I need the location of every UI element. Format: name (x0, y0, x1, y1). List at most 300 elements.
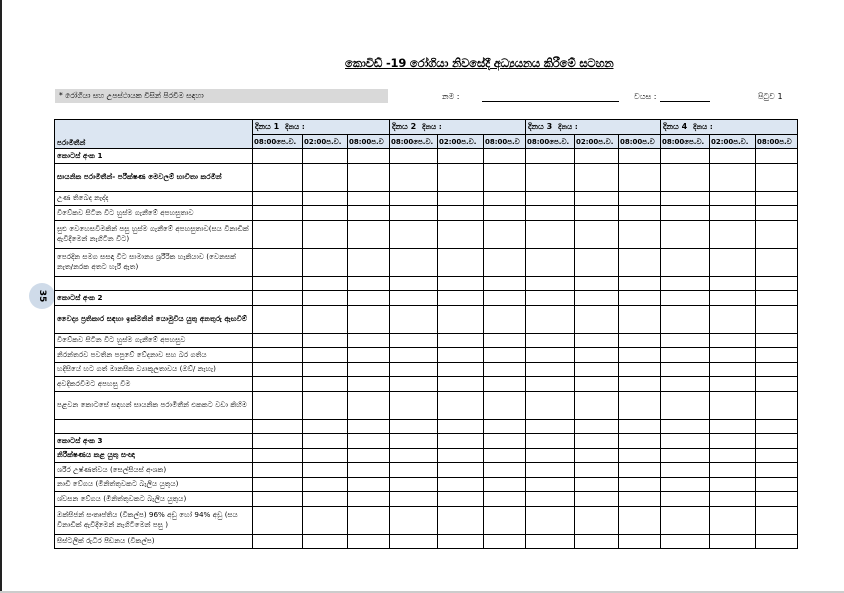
entry-cell[interactable] (756, 534, 798, 549)
entry-cell[interactable] (661, 492, 710, 507)
entry-cell[interactable] (661, 191, 710, 206)
entry-cell[interactable] (253, 191, 303, 206)
entry-cell[interactable] (348, 434, 390, 449)
entry-cell[interactable] (756, 434, 798, 449)
entry-cell[interactable] (756, 348, 798, 363)
entry-cell[interactable] (253, 163, 303, 191)
entry-cell[interactable] (253, 362, 303, 377)
entry-cell[interactable] (710, 220, 756, 248)
entry-cell[interactable] (710, 348, 756, 363)
entry-cell[interactable] (438, 191, 484, 206)
entry-cell[interactable] (348, 477, 390, 492)
fill-instruction-note: * රෝගියා සහ උපස්ථායක විසින් පිරවීම සඳහා (55, 89, 388, 103)
entry-cell[interactable] (484, 448, 526, 463)
entry-cell[interactable] (484, 333, 526, 348)
entry-cell[interactable] (710, 163, 756, 191)
page-number-label: පිටුව 1 (758, 92, 783, 101)
entry-cell[interactable] (438, 348, 484, 363)
entry-cell[interactable] (303, 333, 348, 348)
entry-cell[interactable] (575, 419, 619, 434)
entry-cell[interactable] (575, 348, 619, 363)
entry-cell[interactable] (484, 434, 526, 449)
entry-cell[interactable] (526, 163, 575, 191)
age-field-line[interactable] (660, 101, 710, 102)
entry-cell[interactable] (661, 362, 710, 377)
entry-cell[interactable] (710, 333, 756, 348)
entry-cell[interactable] (303, 534, 348, 549)
entry-cell[interactable] (253, 333, 303, 348)
entry-cell[interactable] (253, 206, 303, 221)
entry-cell[interactable] (253, 434, 303, 449)
entry-cell[interactable] (619, 391, 661, 419)
entry-cell[interactable] (526, 419, 575, 434)
entry-cell[interactable] (710, 419, 756, 434)
entry-cell[interactable] (619, 506, 661, 534)
time-slot-header: 08:00පෙ.ව. (526, 135, 575, 149)
entry-cell[interactable] (390, 206, 438, 221)
entry-cell[interactable] (619, 419, 661, 434)
entry-cell[interactable] (661, 305, 710, 333)
entry-cell[interactable] (484, 362, 526, 377)
entry-cell[interactable] (438, 163, 484, 191)
entry-cell[interactable] (303, 448, 348, 463)
entry-cell[interactable] (756, 305, 798, 333)
entry-cell[interactable] (619, 333, 661, 348)
entry-cell[interactable] (661, 477, 710, 492)
entry-cell[interactable] (303, 305, 348, 333)
entry-cell[interactable] (253, 419, 303, 434)
entry-cell[interactable] (253, 534, 303, 549)
page-left-border (0, 0, 2, 593)
entry-cell[interactable] (661, 206, 710, 221)
name-label: නම : (442, 92, 460, 101)
day-label: දිනය 1 (255, 122, 280, 131)
table-row (55, 419, 798, 434)
entry-cell[interactable] (619, 291, 661, 306)
entry-cell[interactable] (619, 206, 661, 221)
entry-cell[interactable] (710, 463, 756, 478)
time-slot-header: 08:00ප.ව (348, 135, 390, 149)
entry-cell[interactable] (348, 276, 390, 291)
date-label: දිනය : (693, 122, 713, 131)
entry-cell[interactable] (348, 391, 390, 419)
entry-cell[interactable] (253, 377, 303, 392)
entry-cell[interactable] (303, 220, 348, 248)
entry-cell[interactable] (438, 377, 484, 392)
entry-cell[interactable] (484, 377, 526, 392)
entry-cell[interactable] (484, 348, 526, 363)
entry-cell[interactable] (575, 492, 619, 507)
entry-cell[interactable] (619, 163, 661, 191)
entry-cell[interactable] (710, 305, 756, 333)
entry-cell[interactable] (348, 448, 390, 463)
entry-cell[interactable] (575, 333, 619, 348)
entry-cell[interactable] (575, 163, 619, 191)
entry-cell[interactable] (390, 377, 438, 392)
entry-cell[interactable] (390, 463, 438, 478)
entry-cell[interactable] (661, 163, 710, 191)
entry-cell[interactable] (348, 149, 390, 164)
entry-cell[interactable] (390, 220, 438, 248)
parameter-cell: කොටස් අංක 3 (55, 434, 253, 449)
entry-cell[interactable] (575, 248, 619, 276)
entry-cell[interactable] (710, 206, 756, 221)
entry-cell[interactable] (438, 463, 484, 478)
entry-cell[interactable] (438, 391, 484, 419)
parameter-cell: සායනික පරාමිතීන්- පරීක්ෂණ මෙවලම් භාවිතා කරමින් (55, 163, 253, 191)
entry-cell[interactable] (253, 305, 303, 333)
entry-cell[interactable] (661, 348, 710, 363)
entry-cell[interactable] (253, 348, 303, 363)
entry-cell[interactable] (710, 506, 756, 534)
entry-cell[interactable] (526, 191, 575, 206)
entry-cell[interactable] (484, 391, 526, 419)
entry-cell[interactable] (303, 419, 348, 434)
entry-cell[interactable] (575, 362, 619, 377)
entry-cell[interactable] (756, 276, 798, 291)
entry-cell[interactable] (303, 492, 348, 507)
entry-cell[interactable] (348, 362, 390, 377)
entry-cell[interactable] (619, 434, 661, 449)
entry-cell[interactable] (303, 276, 348, 291)
entry-cell[interactable] (253, 248, 303, 276)
entry-cell[interactable] (661, 291, 710, 306)
entry-cell[interactable] (484, 477, 526, 492)
entry-cell[interactable] (438, 248, 484, 276)
entry-cell[interactable] (438, 206, 484, 221)
entry-cell[interactable] (348, 220, 390, 248)
entry-cell[interactable] (438, 434, 484, 449)
entry-cell[interactable] (575, 534, 619, 549)
day-header-3 (526, 120, 661, 135)
entry-cell[interactable] (756, 391, 798, 419)
entry-cell[interactable] (756, 463, 798, 478)
entry-cell[interactable] (661, 220, 710, 248)
entry-cell[interactable] (619, 448, 661, 463)
entry-cell[interactable] (438, 276, 484, 291)
entry-cell[interactable] (575, 448, 619, 463)
entry-cell[interactable] (756, 220, 798, 248)
parameter-cell: අවදිකරවීමට අපහසු වීම (55, 377, 253, 392)
entry-cell[interactable] (526, 348, 575, 363)
entry-cell[interactable] (526, 492, 575, 507)
parameter-cell: කොටස් අංක 2 (55, 291, 253, 306)
entry-cell[interactable] (253, 477, 303, 492)
entry-cell[interactable] (348, 377, 390, 392)
entry-cell[interactable] (390, 348, 438, 363)
entry-cell[interactable] (390, 248, 438, 276)
date-label: දිනය : (558, 122, 578, 131)
table-row (55, 291, 798, 306)
entry-cell[interactable] (303, 506, 348, 534)
entry-cell[interactable] (756, 377, 798, 392)
name-field-line[interactable] (482, 101, 619, 102)
entry-cell[interactable] (303, 163, 348, 191)
entry-cell[interactable] (710, 448, 756, 463)
entry-cell[interactable] (390, 333, 438, 348)
entry-cell[interactable] (303, 291, 348, 306)
entry-cell[interactable] (438, 149, 484, 164)
entry-cell[interactable] (710, 434, 756, 449)
entry-cell[interactable] (661, 534, 710, 549)
entry-cell[interactable] (390, 276, 438, 291)
table-row (55, 276, 798, 291)
table-row (55, 220, 798, 248)
entry-cell[interactable] (661, 506, 710, 534)
entry-cell[interactable] (484, 163, 526, 191)
entry-cell[interactable] (575, 149, 619, 164)
entry-cell[interactable] (661, 419, 710, 434)
entry-cell[interactable] (575, 305, 619, 333)
entry-cell[interactable] (390, 448, 438, 463)
entry-cell[interactable] (390, 434, 438, 449)
entry-cell[interactable] (526, 362, 575, 377)
entry-cell[interactable] (348, 463, 390, 478)
entry-cell[interactable] (619, 463, 661, 478)
entry-cell[interactable] (710, 391, 756, 419)
entry-cell[interactable] (619, 477, 661, 492)
entry-cell[interactable] (710, 362, 756, 377)
entry-cell[interactable] (484, 220, 526, 248)
entry-cell[interactable] (619, 348, 661, 363)
entry-cell[interactable] (710, 477, 756, 492)
entry-cell[interactable] (303, 348, 348, 363)
entry-cell[interactable] (526, 434, 575, 449)
entry-cell[interactable] (526, 220, 575, 248)
entry-cell[interactable] (390, 149, 438, 164)
entry-cell[interactable] (303, 377, 348, 392)
entry-cell[interactable] (390, 291, 438, 306)
parameter-cell: සිස්ටලික් රුධිර පීඩනය (විකල්ප) (55, 534, 253, 549)
parameter-cell: විවේකව සිටින විට හුස්ම ගැනීමේ අපහසුව (55, 333, 253, 348)
entry-cell[interactable] (756, 191, 798, 206)
entry-cell[interactable] (756, 492, 798, 507)
entry-cell[interactable] (438, 448, 484, 463)
entry-cell[interactable] (756, 206, 798, 221)
table-row (55, 534, 798, 549)
entry-cell[interactable] (390, 305, 438, 333)
entry-cell[interactable] (438, 333, 484, 348)
entry-cell[interactable] (619, 305, 661, 333)
entry-cell[interactable] (526, 206, 575, 221)
entry-cell[interactable] (619, 276, 661, 291)
entry-cell[interactable] (710, 377, 756, 392)
table-row (55, 448, 798, 463)
entry-cell[interactable] (390, 419, 438, 434)
entry-cell[interactable] (390, 506, 438, 534)
entry-cell[interactable] (756, 419, 798, 434)
entry-cell[interactable] (575, 434, 619, 449)
entry-cell[interactable] (253, 463, 303, 478)
entry-cell[interactable] (756, 333, 798, 348)
entry-cell[interactable] (303, 434, 348, 449)
entry-cell[interactable] (303, 362, 348, 377)
entry-cell[interactable] (575, 506, 619, 534)
entry-cell[interactable] (484, 492, 526, 507)
entry-cell[interactable] (756, 477, 798, 492)
parameter-cell: ඔක්සිජන් සංතෘප්තිය (විකල්ප) 96% අඩු හෝ 94% අඩු (සය විනාඩික් ඇවිදීමෙන් නැගිටීමෙන් පසු ) (55, 506, 253, 534)
entry-cell[interactable] (348, 248, 390, 276)
entry-cell[interactable] (710, 534, 756, 549)
entry-cell[interactable] (438, 220, 484, 248)
table-row (55, 377, 798, 392)
entry-cell[interactable] (348, 492, 390, 507)
entry-cell[interactable] (526, 305, 575, 333)
entry-cell[interactable] (484, 191, 526, 206)
entry-cell[interactable] (526, 463, 575, 478)
entry-cell[interactable] (303, 391, 348, 419)
entry-cell[interactable] (303, 463, 348, 478)
entry-cell[interactable] (438, 419, 484, 434)
entry-cell[interactable] (390, 191, 438, 206)
entry-cell[interactable] (575, 377, 619, 392)
entry-cell[interactable] (253, 291, 303, 306)
entry-cell[interactable] (575, 463, 619, 478)
entry-cell[interactable] (661, 377, 710, 392)
entry-cell[interactable] (438, 305, 484, 333)
entry-cell[interactable] (484, 506, 526, 534)
entry-cell[interactable] (756, 149, 798, 164)
entry-cell[interactable] (619, 492, 661, 507)
entry-cell[interactable] (575, 391, 619, 419)
entry-cell[interactable] (756, 506, 798, 534)
entry-cell[interactable] (710, 276, 756, 291)
entry-cell[interactable] (348, 534, 390, 549)
day-label: දිනය 4 (663, 122, 688, 131)
entry-cell[interactable] (348, 419, 390, 434)
entry-cell[interactable] (484, 534, 526, 549)
entry-cell[interactable] (348, 506, 390, 534)
parameter-cell: විවේකව සිටින විට හුස්ම ගැනීමේ අපහසුතාව (55, 206, 253, 221)
entry-cell[interactable] (619, 248, 661, 276)
entry-cell[interactable] (619, 534, 661, 549)
entry-cell[interactable] (253, 492, 303, 507)
entry-cell[interactable] (438, 534, 484, 549)
entry-cell[interactable] (253, 276, 303, 291)
entry-cell[interactable] (661, 448, 710, 463)
entry-cell[interactable] (661, 276, 710, 291)
entry-cell[interactable] (575, 291, 619, 306)
entry-cell[interactable] (575, 191, 619, 206)
entry-cell[interactable] (526, 506, 575, 534)
entry-cell[interactable] (348, 163, 390, 191)
entry-cell[interactable] (526, 333, 575, 348)
entry-cell[interactable] (526, 448, 575, 463)
entry-cell[interactable] (575, 276, 619, 291)
entry-cell[interactable] (348, 333, 390, 348)
entry-cell[interactable] (526, 248, 575, 276)
entry-cell[interactable] (438, 492, 484, 507)
entry-cell[interactable] (484, 419, 526, 434)
time-slot-header: 02:00ප.ව. (303, 135, 348, 149)
entry-cell[interactable] (390, 362, 438, 377)
entry-cell[interactable] (710, 248, 756, 276)
entry-cell[interactable] (575, 477, 619, 492)
entry-cell[interactable] (484, 248, 526, 276)
entry-cell[interactable] (438, 362, 484, 377)
entry-cell[interactable] (438, 506, 484, 534)
entry-cell[interactable] (619, 149, 661, 164)
entry-cell[interactable] (526, 276, 575, 291)
parameter-cell: උණ තිබෙද නැද්ද (55, 191, 253, 206)
entry-cell[interactable] (484, 305, 526, 333)
entry-cell[interactable] (390, 163, 438, 191)
entry-cell[interactable] (619, 377, 661, 392)
entry-cell[interactable] (390, 477, 438, 492)
table-row (55, 348, 798, 363)
entry-cell[interactable] (526, 534, 575, 549)
entry-cell[interactable] (303, 191, 348, 206)
entry-cell[interactable] (710, 291, 756, 306)
entry-cell[interactable] (484, 149, 526, 164)
entry-cell[interactable] (661, 391, 710, 419)
day-label: දිනය 3 (528, 122, 553, 131)
entry-cell[interactable] (756, 448, 798, 463)
entry-cell[interactable] (619, 191, 661, 206)
entry-cell[interactable] (661, 149, 710, 164)
entry-cell[interactable] (390, 534, 438, 549)
entry-cell[interactable] (575, 220, 619, 248)
entry-cell[interactable] (526, 377, 575, 392)
entry-cell[interactable] (526, 291, 575, 306)
entry-cell[interactable] (619, 220, 661, 248)
entry-cell[interactable] (661, 434, 710, 449)
entry-cell[interactable] (661, 248, 710, 276)
entry-cell[interactable] (390, 391, 438, 419)
entry-cell[interactable] (303, 477, 348, 492)
entry-cell[interactable] (348, 191, 390, 206)
entry-cell[interactable] (303, 206, 348, 221)
entry-cell[interactable] (438, 477, 484, 492)
entry-cell[interactable] (756, 248, 798, 276)
entry-cell[interactable] (348, 305, 390, 333)
observation-table (54, 119, 798, 549)
entry-cell[interactable] (390, 492, 438, 507)
entry-cell[interactable] (526, 477, 575, 492)
entry-cell[interactable] (438, 291, 484, 306)
entry-cell[interactable] (661, 463, 710, 478)
entry-cell[interactable] (253, 149, 303, 164)
entry-cell[interactable] (484, 206, 526, 221)
entry-cell[interactable] (484, 276, 526, 291)
entry-cell[interactable] (253, 506, 303, 534)
entry-cell[interactable] (348, 206, 390, 221)
entry-cell[interactable] (303, 149, 348, 164)
entry-cell[interactable] (253, 448, 303, 463)
table-row (55, 305, 798, 333)
entry-cell[interactable] (253, 391, 303, 419)
entry-cell[interactable] (348, 291, 390, 306)
entry-cell[interactable] (661, 333, 710, 348)
entry-cell[interactable] (710, 149, 756, 164)
entry-cell[interactable] (710, 191, 756, 206)
entry-cell[interactable] (303, 248, 348, 276)
entry-cell[interactable] (253, 220, 303, 248)
time-slot-header: 08:00පෙ.ව. (661, 135, 710, 149)
entry-cell[interactable] (756, 362, 798, 377)
entry-cell[interactable] (619, 362, 661, 377)
entry-cell[interactable] (484, 291, 526, 306)
entry-cell[interactable] (348, 348, 390, 363)
entry-cell[interactable] (756, 291, 798, 306)
day-header-1 (253, 120, 390, 135)
entry-cell[interactable] (526, 149, 575, 164)
entry-cell[interactable] (756, 163, 798, 191)
entry-cell[interactable] (710, 492, 756, 507)
entry-cell[interactable] (575, 206, 619, 221)
entry-cell[interactable] (526, 391, 575, 419)
entry-cell[interactable] (484, 463, 526, 478)
